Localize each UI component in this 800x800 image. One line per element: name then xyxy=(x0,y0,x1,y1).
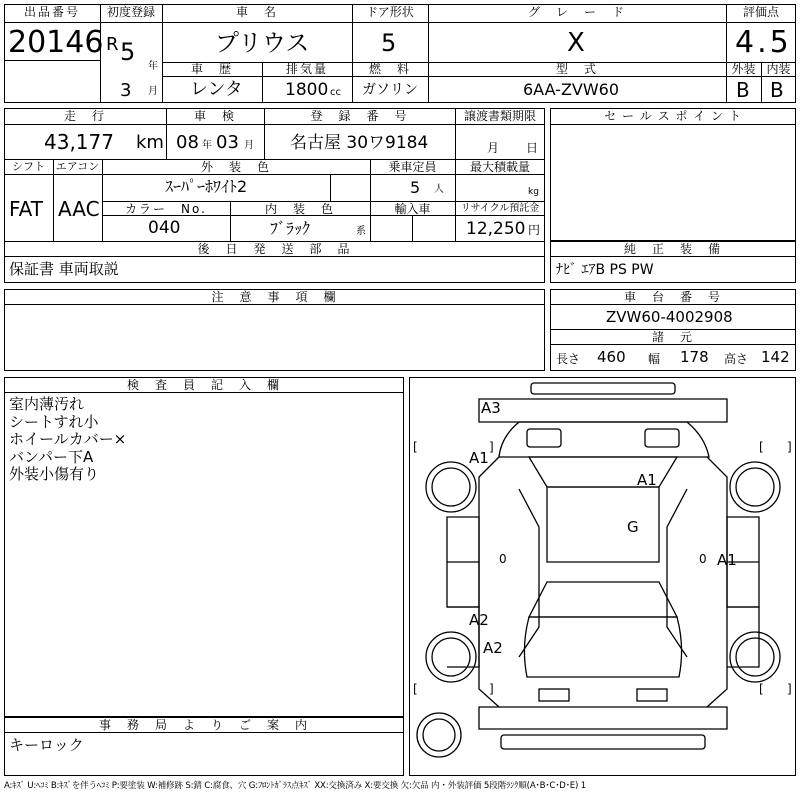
damage-mark: A1 xyxy=(469,449,489,467)
damage-mark: A2 xyxy=(483,639,503,657)
ac-value: AAC xyxy=(58,197,100,221)
exterior-label: 外装 xyxy=(731,62,756,76)
chassis-value: ZVW60-4002908 xyxy=(606,308,733,326)
recycle-label: リサイクル預託金 xyxy=(460,203,540,214)
height-value: 142 xyxy=(761,348,790,366)
damage-mark: A3 xyxy=(481,399,501,417)
equipment-value: ﾅﾋﾞ ｴｱB PS PW xyxy=(556,262,654,278)
bracket-mark: [ xyxy=(413,682,418,696)
inspection-month-unit: 月 xyxy=(244,140,254,151)
car-name-label: 車 名 xyxy=(235,5,278,19)
year-unit: 年 xyxy=(148,61,158,72)
color-no-value: 040 xyxy=(148,218,181,238)
car-diagram xyxy=(409,377,796,776)
shift-label: シフト xyxy=(12,160,45,173)
fuel-value: ガソリン xyxy=(362,82,418,98)
transfer-month-unit: 月 xyxy=(487,141,500,155)
displacement-value: 1800 xyxy=(285,80,329,100)
inspection-year-unit: 年 xyxy=(202,140,212,151)
history-label: 車 歴 xyxy=(190,62,233,76)
capacity-value: 5 xyxy=(410,178,421,197)
capacity-label: 乗車定員 xyxy=(388,160,437,174)
model-label: 型 式 xyxy=(555,62,598,76)
car-name: プリウス xyxy=(215,29,310,57)
grade-label: グ レ ー ド xyxy=(527,5,626,19)
color-no-label: カラー No. xyxy=(125,202,207,216)
month-unit: 月 xyxy=(148,86,158,97)
load-label: 最大積載量 xyxy=(469,160,530,174)
era: R xyxy=(106,34,119,55)
interior-grade: B xyxy=(770,78,784,102)
recycle-unit: 円 xyxy=(528,223,541,237)
inspector-line: 室内薄汚れ xyxy=(9,395,85,413)
specs-label: 諸 元 xyxy=(651,330,694,344)
chassis-label: 車 台 番 号 xyxy=(623,290,722,304)
score-label: 評価点 xyxy=(742,5,779,19)
bracket-mark: ] xyxy=(787,682,792,696)
inspection-year: 08 xyxy=(176,132,199,153)
width-label: 幅 xyxy=(648,352,661,366)
first-reg-label: 初度登録 xyxy=(106,5,155,19)
ext-color-value: ｽｰﾊﾟｰﾎﾜｲﾄ2 xyxy=(165,177,248,196)
transfer-day-unit: 日 xyxy=(526,141,539,155)
width-value: 178 xyxy=(680,348,709,366)
load-unit: kg xyxy=(528,187,539,197)
ac-label: エアコン xyxy=(55,160,100,173)
mileage-unit: km xyxy=(136,132,164,153)
bracket-mark: [ xyxy=(759,682,764,696)
bracket-mark: ] xyxy=(489,440,494,454)
shift-value: FAT xyxy=(9,197,44,221)
parts-label: 後 日 発 送 部 品 xyxy=(197,242,352,256)
int-color-value: ﾌﾞﾗｯｸ xyxy=(270,219,311,238)
grade-value: X xyxy=(567,28,585,58)
fuel-label: 燃 料 xyxy=(368,62,411,76)
capacity-unit: 人 xyxy=(434,184,444,195)
exterior-grade: B xyxy=(736,78,750,102)
height-label: 高さ xyxy=(724,352,749,366)
bracket-mark: ] xyxy=(787,440,792,454)
inspector-line: ホイールカバー× xyxy=(9,430,127,448)
int-color-label: 内 装 色 xyxy=(264,202,335,216)
inspector-label: 検 査 員 記 入 欄 xyxy=(126,378,281,392)
registration-number: 名古屋 30ワ9184 xyxy=(290,133,429,153)
door-value: 5 xyxy=(381,29,397,57)
inspector-line: バンパー下A xyxy=(9,447,94,466)
damage-mark: A1 xyxy=(717,551,737,569)
legend-text: A:ｷｽﾞ U:ﾍｺﾐ B:ｷｽﾞを伴うﾍｺﾐ P:要塗装 W:補修跡 S:錆 C:腐食、穴 G:ﾌﾛﾝﾄｶﾞﾗｽ点ｷｽﾞ XX:交換済み X:要交換 欠:欠品 内・外装評価 5段階ﾗﾝｸ順(A･B･C･D･E) 1 xyxy=(4,781,586,791)
parts-value: 保証書 車両取説 xyxy=(9,260,119,278)
inspector-line: 外装小傷有り xyxy=(9,465,100,483)
history-value: レンタ xyxy=(190,79,243,100)
bracket-mark: ] xyxy=(489,682,494,696)
office-value: キーロック xyxy=(9,736,84,754)
model-value: 6AA-ZVW60 xyxy=(523,80,620,99)
displacement-label: 排気量 xyxy=(285,62,328,76)
recycle-value: 12,250 xyxy=(466,219,526,239)
bracket-mark: [ xyxy=(413,440,418,454)
length-value: 460 xyxy=(597,348,626,366)
lot-label: 出品番号 xyxy=(23,5,80,19)
transfer-label: 譲渡書類期限 xyxy=(463,109,536,123)
length-label: 長さ xyxy=(556,352,581,366)
zero-mark: 0 xyxy=(499,552,507,566)
score-value: 4.5 xyxy=(735,25,792,60)
interior-label: 内装 xyxy=(766,62,791,76)
zero-mark: 0 xyxy=(699,552,707,566)
mileage-label: 走 行 xyxy=(63,109,106,123)
lot-number: 20146 xyxy=(8,25,104,60)
mileage-value: 43,177 xyxy=(44,130,114,154)
inspector-notes xyxy=(9,396,126,484)
equipment-label: 純 正 装 備 xyxy=(623,242,722,256)
ext-color-label: 外 装 色 xyxy=(200,160,271,174)
office-label: 事 務 局 よ り ご 案 内 xyxy=(98,718,309,732)
registration-label: 登 録 番 号 xyxy=(310,109,409,123)
inspection-month: 03 xyxy=(216,132,239,153)
damage-mark: A2 xyxy=(469,611,489,629)
first-reg-month: 3 xyxy=(120,80,132,101)
bracket-mark: [ xyxy=(759,440,764,454)
door-label: ドア形状 xyxy=(366,5,414,19)
inspection-label: 車 検 xyxy=(193,109,236,123)
notes-label: 注 意 事 項 欄 xyxy=(211,290,338,304)
sales-point-label: セ ー ル ス ポ イ ン ト xyxy=(604,109,742,123)
damage-mark: A1 xyxy=(637,471,657,489)
first-reg-year: 5 xyxy=(120,38,136,66)
import-label: 輸入車 xyxy=(394,202,431,216)
displacement-unit: cc xyxy=(330,87,341,98)
sales-point-box xyxy=(550,108,796,241)
damage-mark: G xyxy=(627,518,639,536)
inspector-line: シートすれ小 xyxy=(9,412,99,431)
int-color-unit: 系 xyxy=(356,226,366,237)
